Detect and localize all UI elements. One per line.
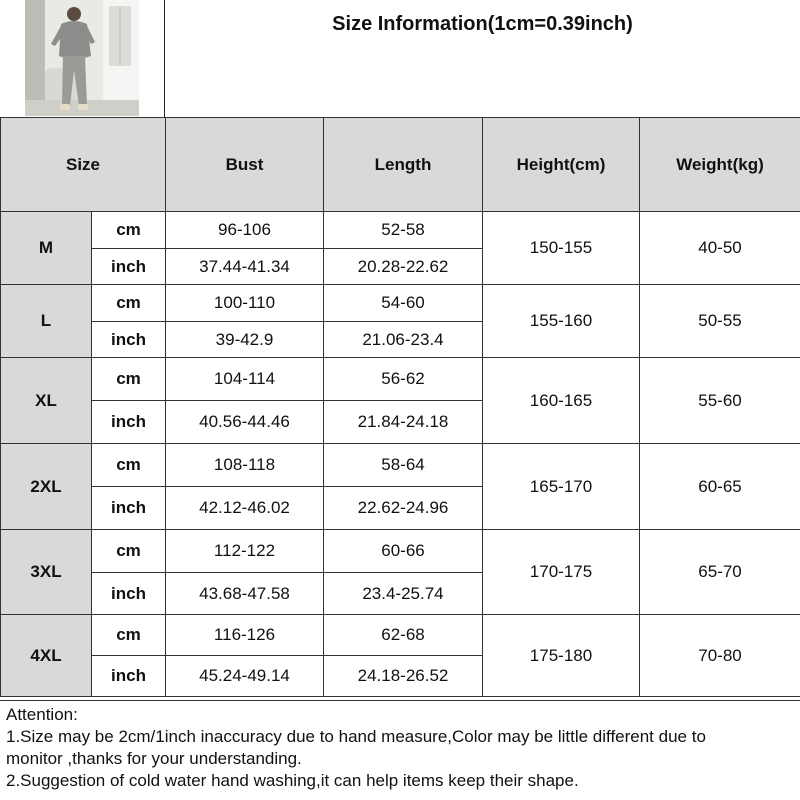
weight-range: 60-65 — [640, 444, 800, 530]
length-cm: 62-68 — [324, 615, 483, 656]
bust-cm: 104-114 — [166, 358, 324, 401]
weight-range: 70-80 — [640, 615, 800, 697]
table-row — [1, 358, 800, 401]
table-row — [1, 212, 800, 249]
weight-range: 50-55 — [640, 285, 800, 358]
height-range: 150-155 — [483, 212, 640, 285]
unit-cm-label: cm — [92, 530, 166, 573]
bust-cm: 108-118 — [166, 444, 324, 487]
bust-cm: 96-106 — [166, 212, 324, 249]
header-area — [0, 0, 800, 117]
unit-inch-label: inch — [92, 487, 166, 530]
unit-inch-label: inch — [92, 401, 166, 444]
table-row — [1, 285, 800, 322]
length-inch: 21.06-23.4 — [324, 322, 483, 358]
bust-cm: 116-126 — [166, 615, 324, 656]
height-range: 165-170 — [483, 444, 640, 530]
unit-cm-label: cm — [92, 358, 166, 401]
product-photo-frame — [0, 0, 165, 117]
unit-cm-label: cm — [92, 285, 166, 322]
size-label: XL — [1, 358, 92, 444]
model-photo-illustration — [25, 0, 139, 116]
length-cm: 52-58 — [324, 212, 483, 249]
length-inch: 23.4-25.74 — [324, 573, 483, 615]
size-label: 4XL — [1, 615, 92, 697]
bust-inch: 39-42.9 — [166, 322, 324, 358]
length-cm: 54-60 — [324, 285, 483, 322]
height-range: 160-165 — [483, 358, 640, 444]
product-photo — [25, 0, 139, 116]
length-cm: 56-62 — [324, 358, 483, 401]
attention-note — [0, 700, 800, 800]
header-bust: Bust — [166, 118, 324, 212]
note-heading: Attention: — [6, 705, 78, 724]
bust-inch: 40.56-44.46 — [166, 401, 324, 444]
header-size: Size — [1, 118, 166, 212]
unit-inch-label: inch — [92, 656, 166, 697]
note-line-3: 2.Suggestion of cold water hand washing,it can help items keep their shape. — [6, 771, 579, 790]
header-height: Height(cm) — [483, 118, 640, 212]
length-inch: 24.18-26.52 — [324, 656, 483, 697]
weight-range: 40-50 — [640, 212, 800, 285]
size-table-body — [1, 212, 800, 697]
bust-inch: 45.24-49.14 — [166, 656, 324, 697]
unit-inch-label: inch — [92, 322, 166, 358]
note-line-1: 1.Size may be 2cm/1inch inaccuracy due to hand measure,Color may be little different due to — [6, 727, 706, 746]
note-line-2: monitor ,thanks for your understanding. — [6, 749, 302, 768]
height-range: 175-180 — [483, 615, 640, 697]
size-table — [0, 117, 800, 697]
bust-inch: 37.44-41.34 — [166, 249, 324, 285]
size-label: 2XL — [1, 444, 92, 530]
table-header-row — [1, 118, 800, 212]
bust-inch: 42.12-46.02 — [166, 487, 324, 530]
size-label: 3XL — [1, 530, 92, 615]
length-inch: 20.28-22.62 — [324, 249, 483, 285]
unit-cm-label: cm — [92, 212, 166, 249]
bust-cm: 100-110 — [166, 285, 324, 322]
unit-inch-label: inch — [92, 573, 166, 615]
header-length: Length — [324, 118, 483, 212]
unit-cm-label: cm — [92, 444, 166, 487]
unit-cm-label: cm — [92, 615, 166, 656]
height-range: 155-160 — [483, 285, 640, 358]
bust-cm: 112-122 — [166, 530, 324, 573]
bust-inch: 43.68-47.58 — [166, 573, 324, 615]
table-row — [1, 444, 800, 487]
length-inch: 22.62-24.96 — [324, 487, 483, 530]
length-cm: 60-66 — [324, 530, 483, 573]
weight-range: 55-60 — [640, 358, 800, 444]
weight-range: 65-70 — [640, 530, 800, 615]
height-range: 170-175 — [483, 530, 640, 615]
length-cm: 58-64 — [324, 444, 483, 487]
title-area — [165, 0, 800, 117]
unit-inch-label: inch — [92, 249, 166, 285]
length-inch: 21.84-24.18 — [324, 401, 483, 444]
header-weight: Weight(kg) — [640, 118, 800, 212]
page-title: Size Information(1cm=0.39inch) — [332, 13, 633, 35]
table-row — [1, 530, 800, 573]
table-row — [1, 615, 800, 656]
size-label: L — [1, 285, 92, 358]
size-label: M — [1, 212, 92, 285]
